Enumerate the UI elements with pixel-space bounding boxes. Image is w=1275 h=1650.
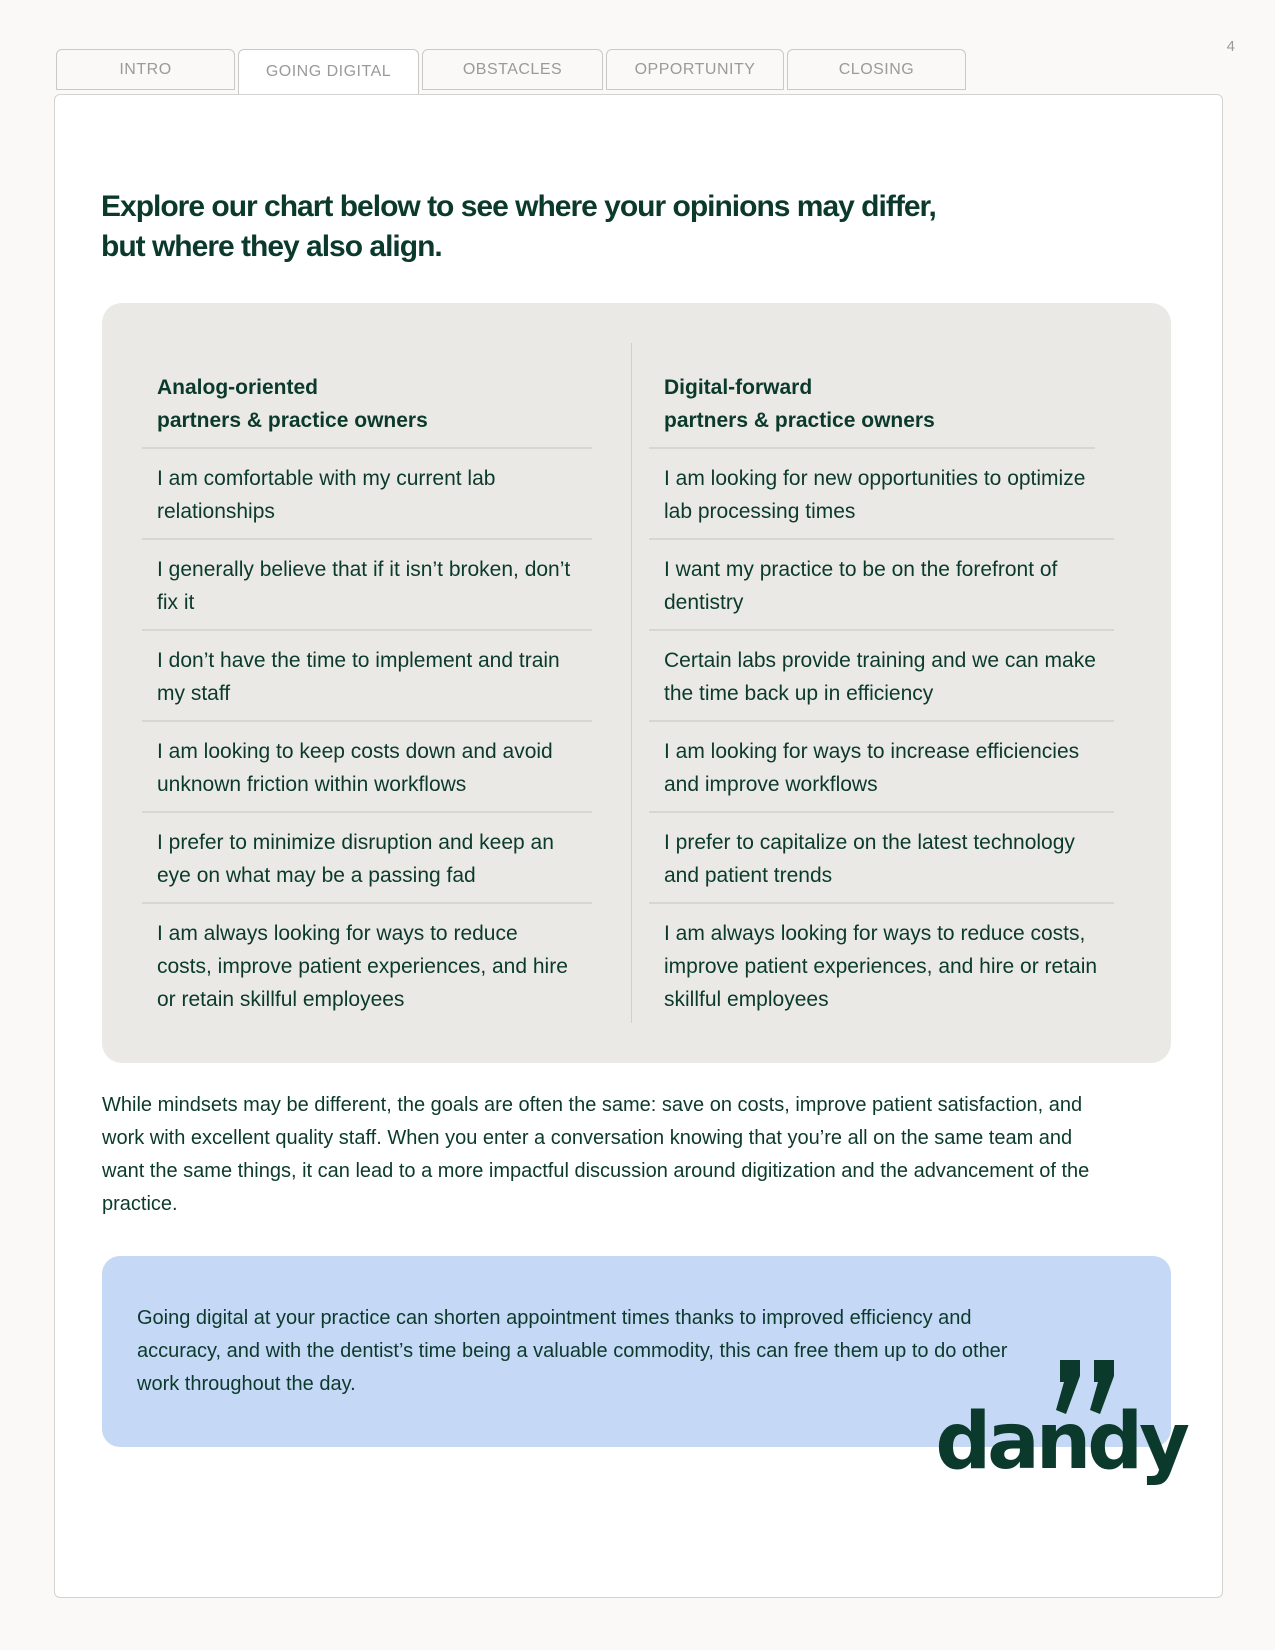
list-item: I am always looking for ways to reduce costs, improve patient experiences, and hire or retain skillful employees [664,922,1098,1011]
list-item: I am looking for new opportunities to optimize lab processing times [649,449,1114,540]
column-divider [631,343,632,1023]
digital-column-title [649,365,1095,449]
page-headline [101,187,961,267]
tab-intro[interactable]: INTRO [56,49,235,90]
list-item: I don’t have the time to implement and train my staff [142,631,592,722]
page-number: 4 [1226,38,1235,55]
analog-column-title [142,365,592,449]
headline-line-2: but where they also align. [101,230,442,263]
list-item: I prefer to capitalize on the latest technology and patient trends [649,813,1114,904]
tab-obstacles[interactable]: OBSTACLES [422,49,603,90]
quote-text: Going digital at your practice can shorten appointment times thanks to improved efficiency and accuracy, and with the dentist’s time being a valuable commodity, this can free them up to do other work throughout the day. [137,1307,1008,1395]
digital-title-line-2: partners & practice owners [664,409,935,432]
list-item: Certain labs provide training and we can make the time back up in efficiency [649,631,1114,722]
tab-closing[interactable]: CLOSING [787,49,966,90]
body-paragraph: While mindsets may be different, the goals are often the same: save on costs, improve patient satisfaction, and work with excellent quality staff. When you enter a conversation knowing that you’re all on the same team and want the same things, it can lead to a more impactful discussion around digitization and the advancement of the practice. [102,1094,1090,1215]
analog-title-line-2: partners & practice owners [157,409,428,432]
list-item: I am looking to keep costs down and avoid unknown friction within workflows [142,722,592,813]
analog-column [142,365,592,1026]
digital-title-line-1: Digital-forward [664,376,813,399]
dandy-logo: dandy [935,1397,1186,1487]
list-item: I am always looking for ways to reduce costs, improve patient experiences, and hire or retain skillful employees [157,922,568,1011]
tab-going-digital[interactable]: GOING DIGITAL [238,49,419,94]
list-item: I generally believe that if it isn’t broken, don’t fix it [142,540,592,631]
list-item: I want my practice to be on the forefront of dentistry [649,540,1114,631]
analog-title-line-1: Analog-oriented [157,376,318,399]
page-card [54,94,1223,1598]
headline-line-1: Explore our chart below to see where your opinions may differ, [101,190,936,223]
list-item: I prefer to minimize disruption and keep an eye on what may be a passing fad [142,813,592,904]
list-item: I am looking for ways to increase efficiencies and improve workflows [649,722,1114,813]
comparison-panel [102,303,1171,1063]
list-item: I am comfortable with my current lab relationships [142,449,592,540]
digital-column [649,365,1114,1026]
tab-opportunity[interactable]: OPPORTUNITY [606,49,784,90]
section-tabs [56,49,969,94]
